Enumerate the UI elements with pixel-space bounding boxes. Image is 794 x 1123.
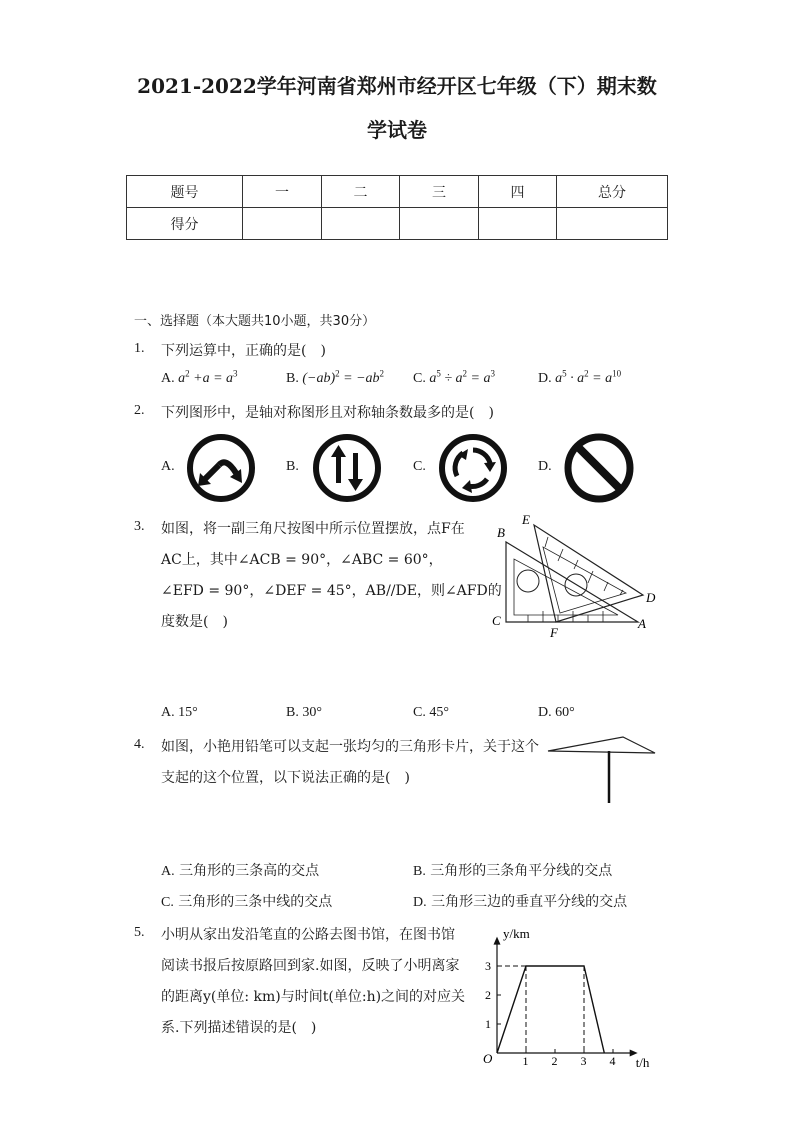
question-line: 如图，将一副三角尺按图中所示位置摆放，点F在 xyxy=(161,521,465,537)
math-term: = xyxy=(588,371,606,386)
section-heading: 一、选择题（本大题共10小题，共30分） xyxy=(134,314,376,329)
score-input-cell[interactable] xyxy=(243,208,322,240)
y-axis-label: y/km xyxy=(503,926,530,941)
option-value: 三角形的三条中线的交点 xyxy=(178,894,333,910)
two-way-arrows-sign-icon[interactable] xyxy=(312,433,382,503)
q2-option-a-label[interactable]: A. xyxy=(161,459,175,474)
q2-option-b-label[interactable]: B. xyxy=(286,459,299,474)
q4-option-d[interactable] xyxy=(413,891,627,911)
q4-option-a[interactable] xyxy=(161,860,319,880)
score-input-cell[interactable] xyxy=(322,208,400,240)
question-line: 的距离y(单位: km)与时间t(单位:h)之间的对应关 xyxy=(161,989,466,1005)
q3-option-b[interactable] xyxy=(286,705,322,721)
option-value: 45° xyxy=(429,705,449,720)
math-term: a xyxy=(178,371,186,386)
option-label: D. xyxy=(413,895,427,910)
q1-option-c[interactable] xyxy=(413,368,495,387)
question-line: 系.下列描述错误的是( ) xyxy=(161,1020,317,1036)
exponent: 2 xyxy=(185,368,190,379)
option-label: C. xyxy=(413,705,426,720)
point-label: B xyxy=(497,525,505,540)
header-cell: 题号 xyxy=(127,176,243,208)
option-label: C. xyxy=(413,371,426,386)
question-line: 如图，小艳用铅笔可以支起一张均匀的三角形卡片，关于这个 xyxy=(161,739,539,755)
question-number: 5. xyxy=(134,925,145,940)
distance-time-graph xyxy=(480,922,665,1067)
exponent: 10 xyxy=(612,368,622,379)
math-term: a xyxy=(429,371,437,386)
exam-title-line1: 2021-2022学年河南省郑州市经开区七年级（下）期末数 xyxy=(137,74,657,98)
question-number: 3. xyxy=(134,519,145,534)
question-number: 2. xyxy=(134,403,145,418)
option-label: D. xyxy=(538,371,552,386)
option-label: B. xyxy=(286,705,299,720)
point-label: C xyxy=(492,613,501,628)
question-line: 小明从家出发沿笔直的公路去图书馆，在图书馆 xyxy=(161,927,455,943)
exponent: 3 xyxy=(490,368,495,379)
score-table xyxy=(126,175,668,240)
question-text: 下列运算中，正确的是( ) xyxy=(161,343,326,359)
question-line: 度数是( ) xyxy=(161,614,228,630)
math-term: = xyxy=(467,371,484,386)
x-axis-label: t/h xyxy=(635,1055,650,1067)
score-input-cell[interactable] xyxy=(557,208,668,240)
q2-option-d-label[interactable]: D. xyxy=(538,459,552,474)
q4-option-c[interactable] xyxy=(161,891,332,911)
y-tick-label: 3 xyxy=(485,959,491,973)
exam-title-line2: 学试卷 xyxy=(367,118,427,142)
y-axis-arrow xyxy=(494,937,501,945)
x-tick-label: 4 xyxy=(609,1054,616,1067)
option-value: 60° xyxy=(555,705,575,720)
y-tick-label: 1 xyxy=(485,1017,491,1031)
exponent: 2 xyxy=(462,368,468,379)
math-term: a xyxy=(455,371,463,386)
point-label: D xyxy=(646,590,656,605)
point-label: E xyxy=(522,515,530,527)
q3-option-a[interactable] xyxy=(161,705,198,721)
question-line: 阅读书报后按原路回到家.如图，反映了小明离家 xyxy=(161,958,460,974)
exponent: 2 xyxy=(335,368,340,379)
option-label: A. xyxy=(161,864,175,879)
score-row-label: 得分 xyxy=(127,208,243,240)
exponent: 2 xyxy=(584,368,589,379)
question-line: 支起的这个位置，以下说法正确的是( ) xyxy=(161,770,410,786)
exponent: 2 xyxy=(379,368,385,379)
origin-label: O xyxy=(483,1051,493,1066)
question-text: 下列图形中，是轴对称图形且对称轴条数最多的是( ) xyxy=(161,405,494,421)
option-value: 15° xyxy=(178,705,198,720)
exponent: 5 xyxy=(562,368,567,379)
diverging-arrows-sign-icon[interactable] xyxy=(186,433,256,503)
header-cell: 四 xyxy=(479,176,557,208)
math-term: (−ab) xyxy=(302,371,336,386)
triangle-abc xyxy=(506,542,638,622)
option-label: B. xyxy=(286,371,299,386)
header-cell: 二 xyxy=(322,176,400,208)
math-term: · xyxy=(566,371,578,386)
score-table-score-row xyxy=(127,208,668,240)
q3-option-d[interactable] xyxy=(538,705,575,721)
question-number: 1. xyxy=(134,341,145,356)
y-tick-label: 2 xyxy=(485,988,491,1002)
math-term: a xyxy=(577,371,585,386)
header-cell: 总分 xyxy=(557,176,668,208)
math-term: a xyxy=(483,371,491,386)
score-table-header-row xyxy=(127,176,668,208)
option-value: 三角形的三条高的交点 xyxy=(179,863,320,879)
question-number: 4. xyxy=(134,737,145,752)
math-term: a xyxy=(226,371,234,386)
math-term: +a = xyxy=(189,371,227,386)
x-tick-label: 2 xyxy=(551,1054,558,1067)
distance-series-line xyxy=(497,966,604,1053)
option-label: A. xyxy=(161,705,175,720)
question-line: AC上，其中∠ACB = 90°，∠ABC = 60°， xyxy=(161,552,443,568)
question-line: ∠EFD = 90°，∠DEF = 45°，AB//DE，则∠AFD的 xyxy=(161,583,502,599)
exponent: 5 xyxy=(436,368,441,379)
point-label: F xyxy=(550,625,558,640)
option-label: B. xyxy=(413,864,426,879)
math-term: a xyxy=(605,371,613,386)
no-entry-slash-sign-icon[interactable] xyxy=(564,433,634,503)
triangle-rulers-figure xyxy=(488,515,668,645)
triangle-def xyxy=(534,525,643,622)
x-tick-label: 3 xyxy=(580,1054,587,1067)
q1-option-d[interactable] xyxy=(538,368,622,387)
math-term: ÷ xyxy=(440,371,456,386)
option-value: 三角形三边的垂直平分线的交点 xyxy=(431,894,628,910)
score-input-cell[interactable] xyxy=(400,208,479,240)
q1-option-b[interactable] xyxy=(286,368,385,387)
pencil-supporting-triangle-figure xyxy=(545,733,660,808)
option-label: A. xyxy=(161,371,175,386)
option-value: 30° xyxy=(302,705,322,720)
roundabout-sign-icon[interactable] xyxy=(438,433,508,503)
option-label: C. xyxy=(161,895,174,910)
q3-option-c[interactable] xyxy=(413,705,449,721)
header-cell: 一 xyxy=(243,176,322,208)
q1-option-a[interactable] xyxy=(161,368,238,387)
option-value: 三角形的三条角平分线的交点 xyxy=(430,863,613,879)
point-label: A xyxy=(638,616,646,631)
exponent: 3 xyxy=(233,368,238,379)
math-term: a xyxy=(555,371,563,386)
math-term: = −ab xyxy=(339,371,380,386)
score-input-cell[interactable] xyxy=(479,208,557,240)
header-cell: 三 xyxy=(400,176,479,208)
q2-option-c-label[interactable]: C. xyxy=(413,459,426,474)
x-tick-label: 1 xyxy=(522,1054,529,1067)
option-label: D. xyxy=(538,705,552,720)
q4-option-b[interactable] xyxy=(413,860,612,880)
